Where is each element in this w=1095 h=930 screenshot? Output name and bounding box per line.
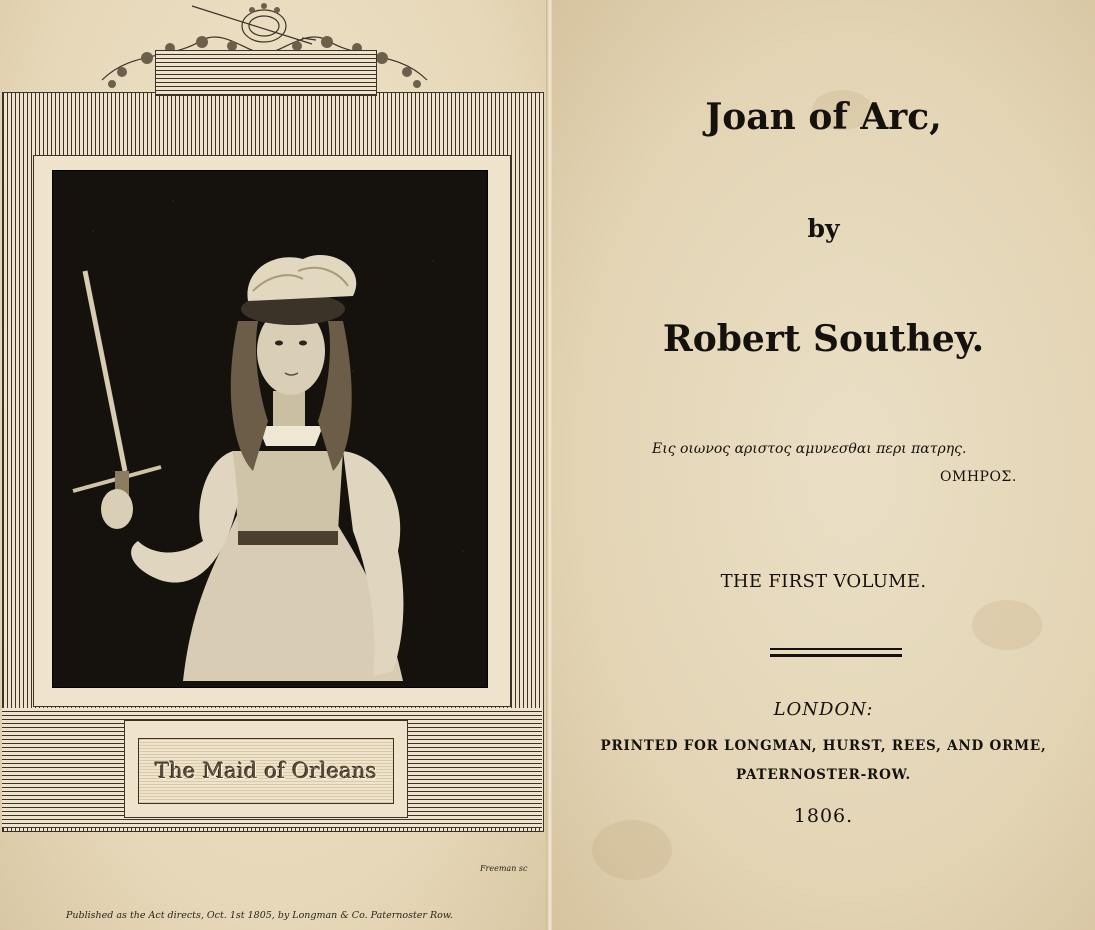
byline: by: [807, 214, 840, 243]
title-page: [552, 0, 1095, 930]
printer-line: PRINTED FOR LONGMAN, HURST, REES, AND ORME,: [600, 738, 1047, 754]
author-name: Robert Southey.: [662, 318, 985, 360]
engraver-credit: Freeman sc: [480, 864, 528, 873]
double-rule-bottom: [770, 654, 902, 657]
paper-stain: [972, 600, 1042, 650]
double-rule-top: [770, 648, 902, 650]
publication-imprint: Published as the Act directs, Oct. 1st 1805, by Longman & Co. Paternoster Row.: [66, 910, 453, 921]
publication-year: 1806.: [793, 805, 854, 827]
paper-stain: [592, 820, 672, 880]
epigraph-source: ΟΜΗΡΟΣ.: [940, 469, 1017, 485]
frame-top-cap: [155, 50, 377, 96]
volume-label: THE FIRST VOLUME.: [720, 571, 927, 592]
book-title: Joan of Arc,: [705, 96, 942, 138]
plate-caption: The Maid of Orleans: [155, 759, 377, 783]
caption-plaque-inner: [138, 738, 394, 804]
greek-epigraph: Εις οιωνος αριστος αμυνεσθαι περι πατρης.: [652, 441, 967, 457]
street-line: PATERNOSTER-ROW.: [735, 767, 911, 783]
publication-city: LONDON:: [773, 699, 874, 720]
joan-of-arc-portrait: [52, 170, 488, 688]
